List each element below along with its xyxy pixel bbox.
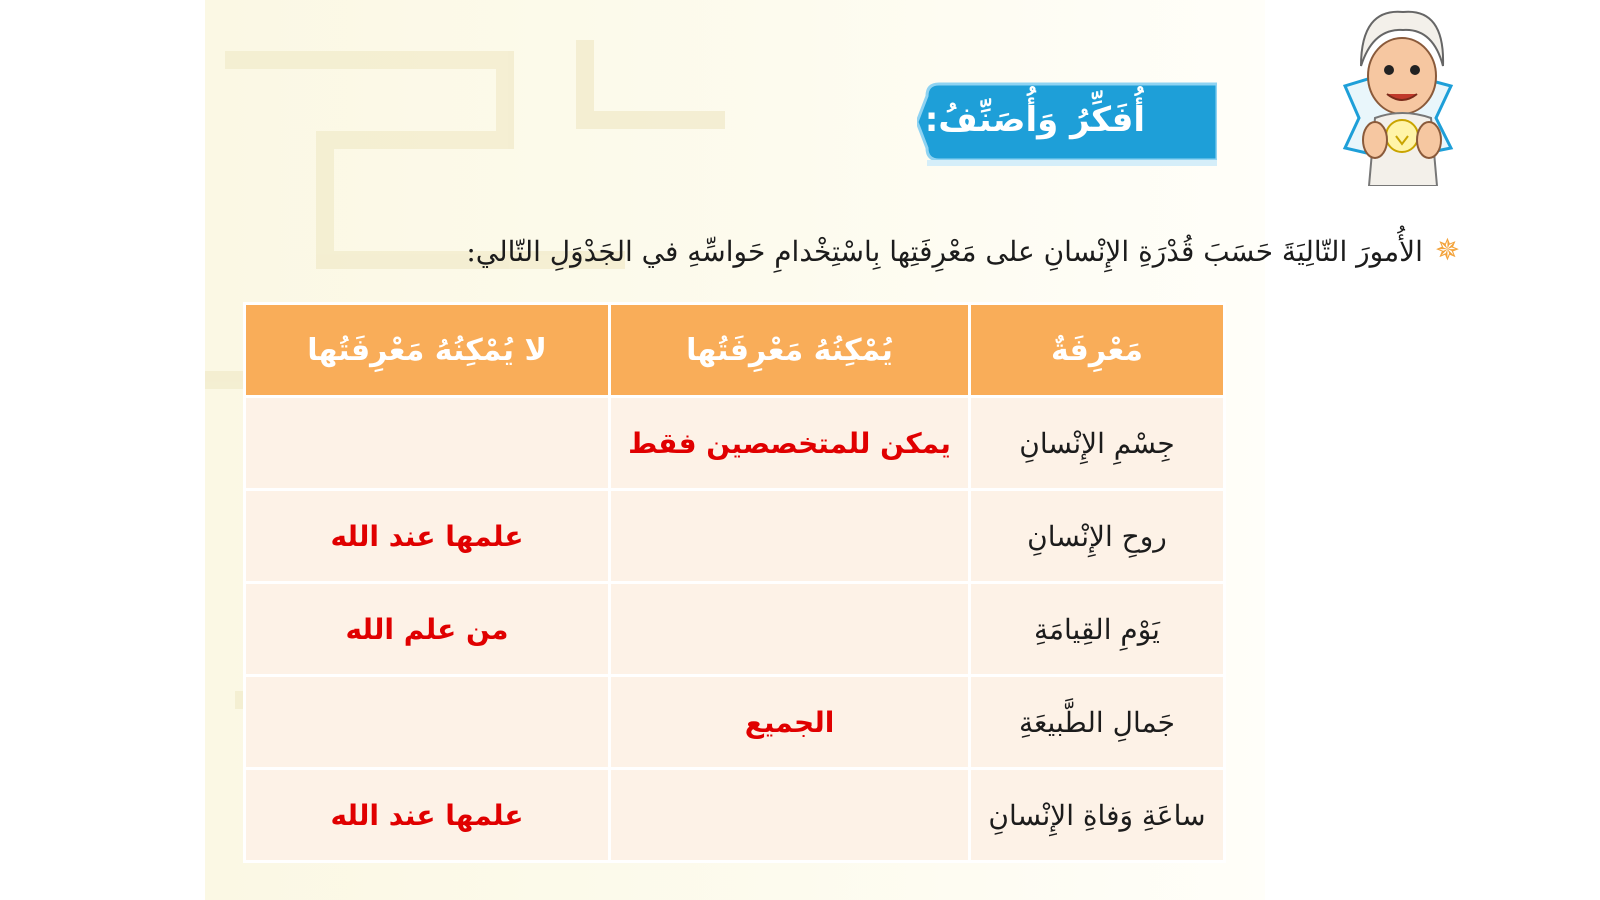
topic-cell: روحِ الإِنْسانِ — [970, 490, 1225, 583]
cannot-know-cell: من علم الله — [245, 583, 610, 676]
table-row — [245, 397, 1225, 490]
instruction-line — [380, 225, 1460, 277]
header-cannot-know: لا يُمْكِنُهُ مَعْرِفَتُها — [245, 304, 610, 397]
can-know-cell — [610, 490, 970, 583]
topic-cell: جِسْمِ الإِنْسانِ — [970, 397, 1225, 490]
topic-cell: جَمالِ الطَّبيعَةِ — [970, 676, 1225, 769]
mascot-boy-illustration — [1341, 8, 1461, 186]
cannot-know-cell — [245, 397, 610, 490]
page — [205, 0, 1600, 900]
can-know-cell: الجميع — [610, 676, 970, 769]
header-topic: مَعْرِفَةٌ — [970, 304, 1225, 397]
cannot-know-cell: علمها عند الله — [245, 769, 610, 862]
can-know-cell — [610, 583, 970, 676]
heading-title: أُفَكِّرُ وَأُصَنِّفُ: — [924, 100, 1145, 140]
table-row — [245, 676, 1225, 769]
can-know-cell: يمكن للمتخصصين فقط — [610, 397, 970, 490]
instruction-text: الأُمورَ التّالِيَةَ حَسَبَ قُدْرَةِ الإِنْسانِ على مَعْرِفَتِها بِاسْتِخْدامِ حَواسِّهِ في الجَدْوَلِ التّالي: — [466, 234, 1423, 268]
table-row — [245, 490, 1225, 583]
star-bullet-icon: ✵ — [1434, 233, 1460, 268]
table-header-row — [245, 304, 1225, 397]
can-know-cell — [610, 769, 970, 862]
classification-table — [243, 302, 1223, 864]
table-row — [245, 769, 1225, 862]
heading-banner — [917, 76, 1217, 168]
header-can-know: يُمْكِنُهُ مَعْرِفَتُها — [610, 304, 970, 397]
cannot-know-cell: علمها عند الله — [245, 490, 610, 583]
topic-cell: يَوْمِ القِيامَةِ — [970, 583, 1225, 676]
topic-cell: ساعَةِ وَفاةِ الإِنْسانِ — [970, 769, 1225, 862]
table-row — [245, 583, 1225, 676]
cannot-know-cell — [245, 676, 610, 769]
